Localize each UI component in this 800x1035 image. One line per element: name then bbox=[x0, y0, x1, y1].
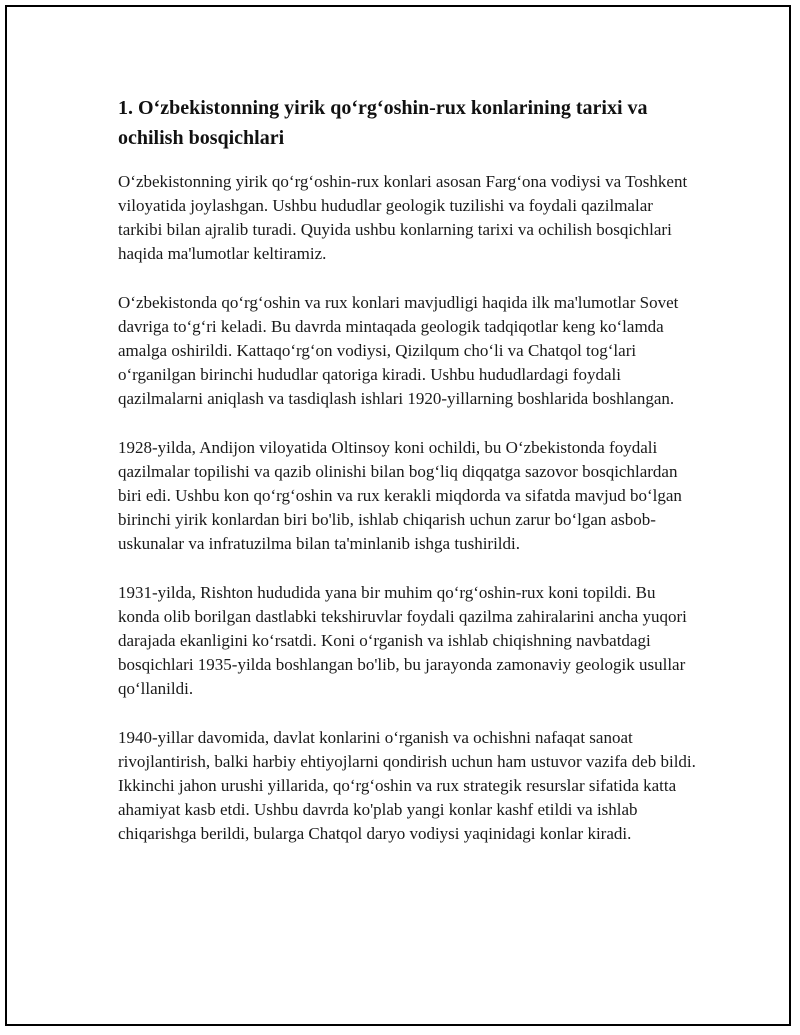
paragraph-soviet-era: O‘zbekistonda qo‘rg‘oshin va rux konlari mavjudligi haqida ilk ma'lumotlar Sovet davriga to‘g‘ri keladi. Bu davrda mintaqada geologik tadqiqotlar keng ko‘lamda amalga oshirildi. Kattaqo‘rg‘on vodiysi, Qizilqum cho‘li va Chatqol tog‘lari o‘rganilgan birinchi hududlar qatoriga kiradi. Ushbu hududlardagi foydali qazilmalarni aniqlash va tasdiqlash ishlari 1920-yillarning boshlarida boshlangan. bbox=[118, 293, 679, 408]
paragraph-1928: 1928-yilda, Andijon viloyatida Oltinsoy koni ochildi, bu O‘zbekistonda foydali qazilmalar topilishi va qazib olinishi bilan bog‘liq diqqatga sazovor bosqichlardan biri edi. Ushbu kon qo‘rg‘oshin va rux kerakli miqdorda va sifatda mavjud bo‘lgan birinchi yirik konlardan biri bo'lib, ishlab chiqarish uchun zarur bo‘lgan asbob-uskunalar va infratuzilma bilan ta'minlanib ishga tushirildi. bbox=[118, 438, 682, 553]
paragraph-intro: O‘zbekistonning yirik qo‘rg‘oshin-rux konlari asosan Farg‘ona vodiysi va Toshkent viloyatida joylashgan. Ushbu hududlar geologik tuzilishi va foydali qazilmalar tarkibi bilan ajralib turadi. Quyida ushbu konlarning tarixi va ochilish bosqichlari haqida ma'lumotlar keltiramiz. bbox=[118, 172, 688, 263]
document-body bbox=[118, 93, 698, 871]
paragraph-1940s: 1940-yillar davomida, davlat konlarini o‘rganish va ochishni nafaqat sanoat rivojlantirish, balki harbiy ehtiyojlarni qondirish uchun ham ustuvor vazifa deb bildi. Ikkinchi jahon urushi yillarida, qo‘rg‘oshin va rux strategik resurslar sifatida katta ahamiyat kasb etdi. Ushbu davrda ko'plab yangi konlar kashf etildi va ishlab chiqarishga berildi, bularga Chatqol daryo vodiysi yaqinidagi konlar kiradi. bbox=[118, 728, 696, 843]
section-title: 1. O‘zbekistonning yirik qo‘rg‘oshin-rux konlarining tarixi va ochilish bosqichlari bbox=[118, 97, 648, 149]
paragraph-1931: 1931-yilda, Rishton hududida yana bir muhim qo‘rg‘oshin-rux koni topildi. Bu konda olib borilgan dastlabki tekshiruvlar foydali qazilma zahiralarini ancha yuqori darajada ekanligini ko‘rsatdi. Koni o‘rganish va ishlab chiqishning navbatdagi bosqichlari 1935-yilda boshlangan bo'lib, bu jarayonda zamonaviy geologik usullar qo‘llanildi. bbox=[118, 583, 687, 698]
